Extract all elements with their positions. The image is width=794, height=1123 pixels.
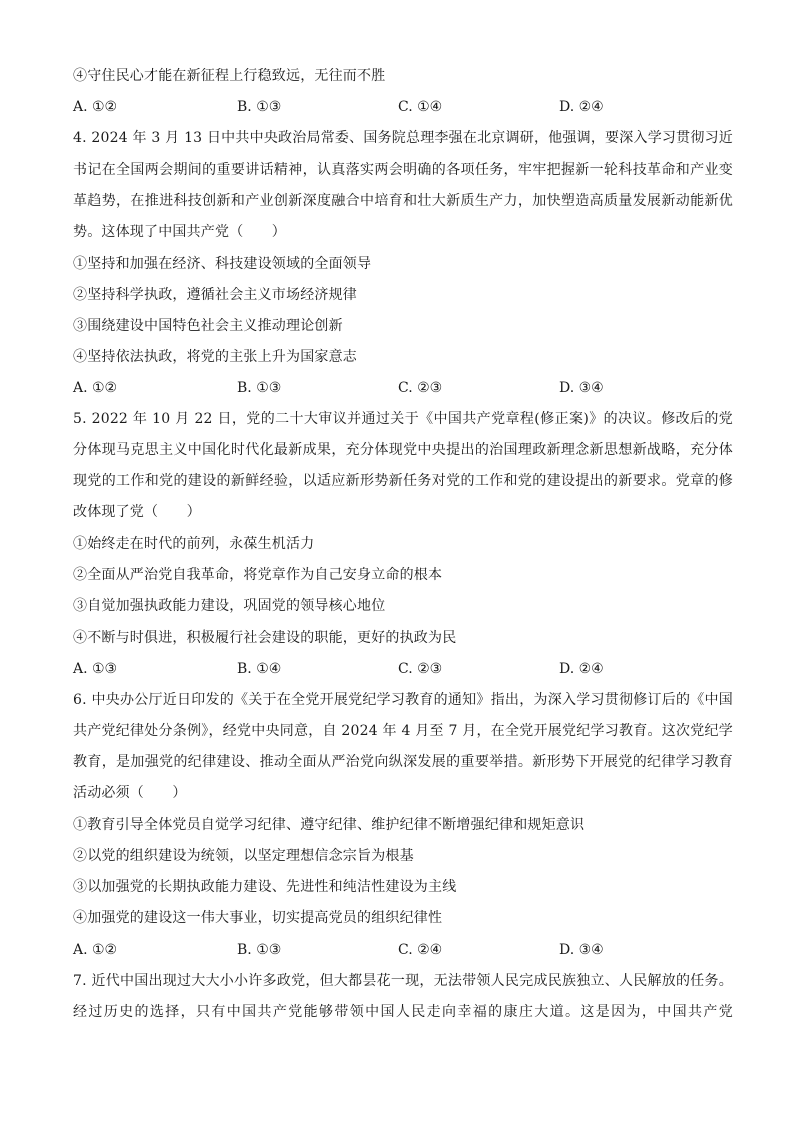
choice-c[interactable]: C. ②④	[398, 942, 443, 958]
choice-b[interactable]: B. ①④	[237, 661, 282, 677]
q3-option-statement-4: ④守住民心才能在新征程上行稳致远，无往而不胜	[73, 68, 386, 84]
choice-c[interactable]: C. ①④	[398, 99, 443, 115]
q6-statement-3: ③以加强党的长期执政能力建设、先进性和纯洁性建设为主线	[73, 879, 457, 895]
choice-c[interactable]: C. ②③	[398, 380, 443, 396]
choice-a[interactable]: A. ①②	[73, 380, 118, 396]
q5-answer-choices	[73, 659, 733, 679]
q6-stem-line-1: 6. 中央办公厅近日印发的《关于在全党开展党纪学习教育的通知》指出，为深入学习贯彻修订后的《中国	[73, 692, 733, 708]
q5-statement-2: ②全面从严治党自我革命，将党章作为自己安身立命的根本	[73, 567, 443, 583]
choice-d[interactable]: D. ③④	[559, 942, 604, 958]
q6-statement-2: ②以党的组织建设为统领，以坚定理想信念宗旨为根基	[73, 848, 414, 864]
q4-statement-1: ①坚持和加强在经济、科技建设领域的全面领导	[73, 256, 372, 272]
q4-stem-line-3: 革趋势，在推进科技创新和产业创新深度融合中培育和壮大新质生产力，加快塑造高质量发展新动能新优	[73, 193, 733, 209]
q6-stem-line-4: 活动必须（ ）	[73, 785, 187, 801]
q6-statement-1: ①教育引导全体党员自觉学习纪律、遵守纪律、维护纪律不断增强纪律和规矩意识	[73, 817, 585, 833]
choice-b[interactable]: B. ①③	[237, 942, 282, 958]
choice-d[interactable]: D. ②④	[559, 661, 604, 677]
q4-statement-4: ④坚持依法执政，将党的主张上升为国家意志	[73, 349, 357, 365]
q4-statement-3: ③围绕建设中国特色社会主义推动理论创新	[73, 318, 343, 334]
q4-stem-line-4: 势。这体现了中国共产党（ ）	[73, 224, 286, 240]
q6-answer-choices	[73, 940, 733, 960]
q5-stem-line-2: 分体现马克思主义中国化时代化最新成果，充分体现党中央提出的治国理政新理念新思想新战略，充分体	[73, 442, 733, 458]
q4-answer-choices	[73, 378, 733, 398]
q4-stem-line-1: 4. 2024 年 3 月 13 日中共中央政治局常委、国务院总理李强在北京调研，他强调，要深入学习贯彻习近	[73, 130, 733, 146]
q6-stem-line-3: 教育，是加强党的纪律建设、推动全面从严治党向纵深发展的重要举措。新形势下开展党的纪律学习教育	[73, 754, 733, 770]
q5-stem-line-4: 改体现了党（ ）	[73, 504, 201, 520]
q7-stem-line-1: 7. 近代中国出现过大大小小许多政党，但大都昙花一现，无法带领人民完成民族独立、人民解放的任务。	[73, 973, 733, 989]
choice-a[interactable]: A. ①③	[73, 661, 118, 677]
choice-a[interactable]: A. ①②	[73, 99, 118, 115]
choice-d[interactable]: D. ③④	[559, 380, 604, 396]
q4-stem-line-2: 书记在全国两会期间的重要讲话精神，认真落实两会明确的各项任务，牢牢把握新一轮科技革命和产业变	[73, 162, 733, 178]
q3-answer-choices	[73, 97, 733, 117]
q5-statement-1: ①始终走在时代的前列，永葆生机活力	[73, 536, 315, 552]
q5-statement-4: ④不断与时俱进，积极履行社会建设的职能，更好的执政为民	[73, 630, 457, 646]
q6-statement-4: ④加强党的建设这一伟大事业，切实提高党员的组织纪律性	[73, 910, 443, 926]
choice-b[interactable]: B. ①③	[237, 380, 282, 396]
q5-stem-line-1: 5. 2022 年 10 月 22 日，党的二十大审议并通过关于《中国共产党章程(修正案)》的决议。修改后的党	[73, 411, 733, 427]
choice-a[interactable]: A. ①②	[73, 942, 118, 958]
q5-statement-3: ③自觉加强执政能力建设，巩固党的领导核心地位	[73, 598, 386, 614]
choice-c[interactable]: C. ②③	[398, 661, 443, 677]
q7-stem-line-2: 经过历史的选择，只有中国共产党能够带领中国人民走向幸福的康庄大道。这是因为，中国共产党	[73, 1004, 733, 1020]
choice-b[interactable]: B. ①③	[237, 99, 282, 115]
q5-stem-line-3: 现党的工作和党的建设的新鲜经验，以适应新形势新任务对党的工作和党的建设提出的新要求。党章的修	[73, 473, 733, 489]
q4-statement-2: ②坚持科学执政，遵循社会主义市场经济规律	[73, 287, 357, 303]
q6-stem-line-2: 共产党纪律处分条例》，经党中央同意，自 2024 年 4 月至 7 月，在全党开展党纪学习教育。这次党纪学	[73, 723, 733, 739]
choice-d[interactable]: D. ②④	[559, 99, 604, 115]
